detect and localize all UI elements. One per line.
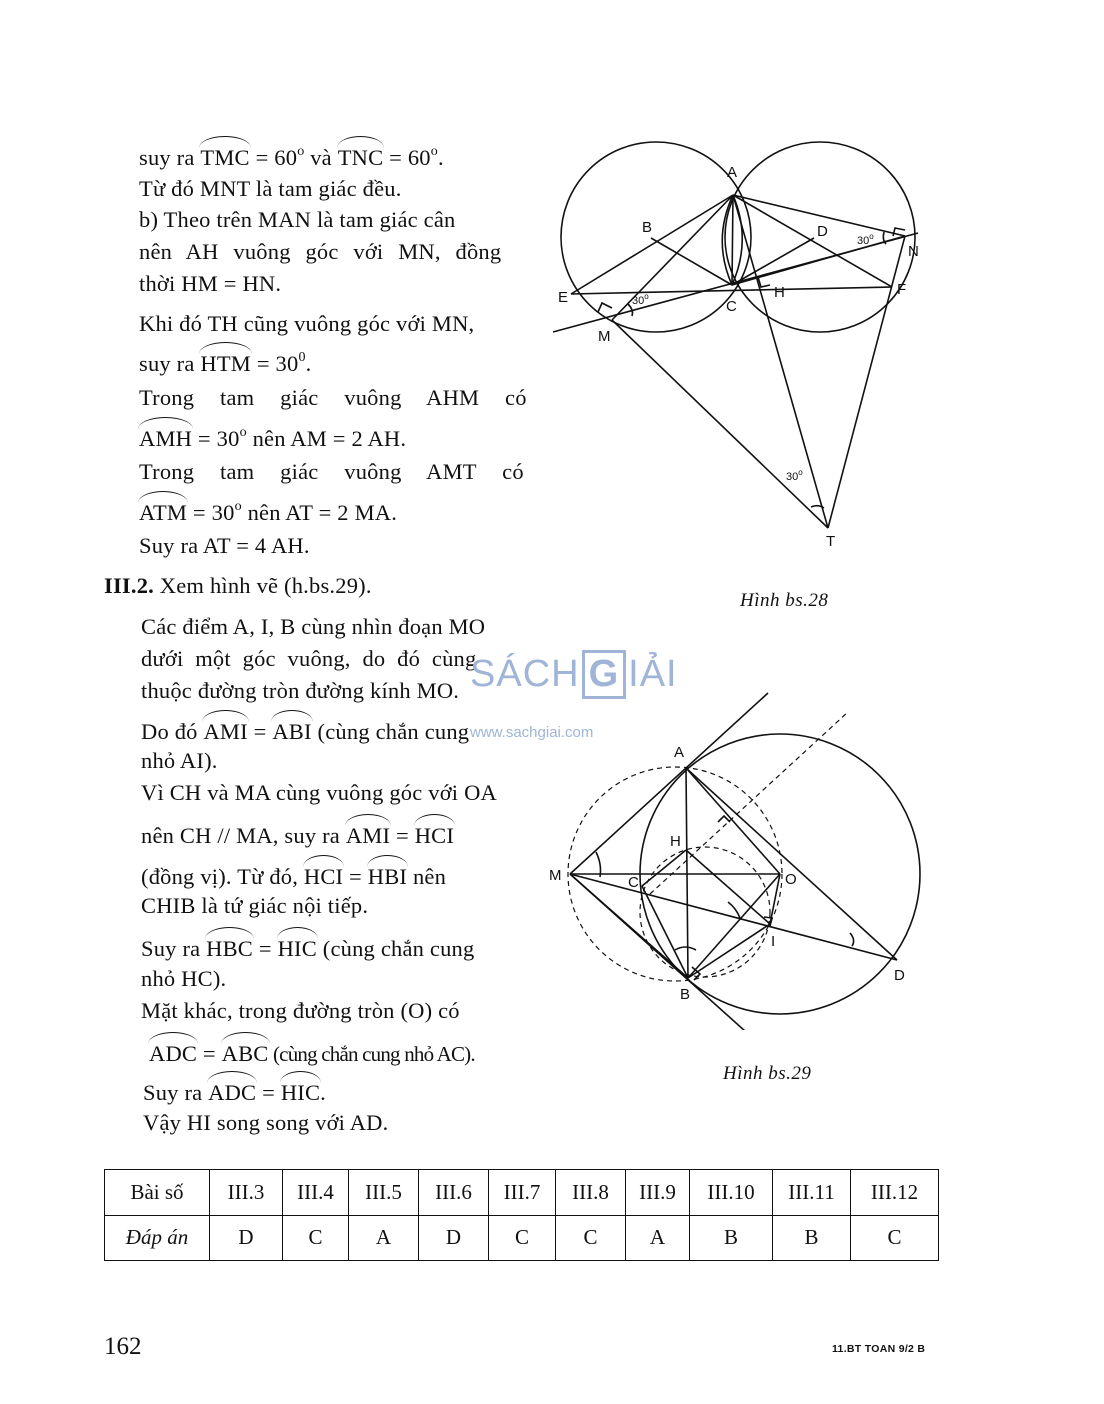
text-line-m10 <box>141 932 474 963</box>
label-A: A <box>727 164 738 181</box>
superscript: o <box>239 425 247 440</box>
text: suy ra <box>139 145 201 170</box>
answer-table <box>104 1169 939 1261</box>
table-cell: C <box>489 1215 556 1261</box>
text-line-12: Suy ra AT = 4 AH. <box>139 533 310 558</box>
segment-AT <box>733 195 828 528</box>
arc-notation: ABC <box>222 1037 269 1068</box>
table-cell: C <box>283 1215 349 1261</box>
text-line-10: Trong tam giác vuông AMT có <box>139 459 524 484</box>
segment-OI <box>770 874 780 924</box>
table-cell: B <box>773 1215 851 1261</box>
superscript: o <box>430 144 438 159</box>
text-line-m6: Vì CH và MA cùng vuông góc với OA <box>141 780 497 805</box>
text: = <box>197 1041 222 1066</box>
segment-AD <box>686 768 897 960</box>
label-T: T <box>826 533 836 550</box>
text: (cùng chắn cung nhỏ AC). <box>268 1042 475 1066</box>
page-number: 162 <box>104 1333 142 1360</box>
text-line-m9: CHIB là tứ giác nội tiếp. <box>141 893 369 918</box>
watermark-brand <box>470 650 678 699</box>
text: = 30 <box>192 426 240 451</box>
text: nên CH // MA, suy ra <box>141 823 346 848</box>
table-cell: III.10 <box>690 1170 773 1216</box>
arc-notation: HCI <box>415 819 454 850</box>
right-angle-mark <box>718 816 730 822</box>
dashed-line <box>650 712 848 894</box>
text: . <box>320 1080 326 1105</box>
label-B: B <box>680 986 691 1003</box>
superscript: 0 <box>298 350 306 365</box>
section-number: III.2. <box>104 573 154 598</box>
label-M: M <box>598 328 611 345</box>
text-line-9 <box>139 422 406 453</box>
angle-arc <box>850 933 854 946</box>
text-line-m3: thuộc đường tròn đường kính MO. <box>141 678 460 703</box>
label-E: E <box>558 289 569 306</box>
segment-BC <box>651 238 732 285</box>
arc-notation: TNC <box>338 141 384 172</box>
text: b) Theo trên MAN là tam giác cân <box>139 207 456 232</box>
text: = <box>256 1080 281 1105</box>
table-cell: III.3 <box>210 1170 283 1216</box>
table-cell: III.8 <box>556 1170 626 1216</box>
text-line-m14 <box>143 1076 326 1107</box>
text-line-m4 <box>141 715 469 746</box>
label-H: H <box>774 284 785 301</box>
table-row-header: Bài số <box>105 1170 210 1216</box>
text-line-5: thời HM = HN. <box>139 271 282 296</box>
text-line-3 <box>139 206 526 234</box>
watermark-text: SÁCH <box>470 653 580 695</box>
text: (cùng chắn cung <box>316 936 475 961</box>
table-cell: A <box>626 1215 690 1261</box>
text-line-7 <box>139 347 311 378</box>
superscript: o <box>234 499 242 514</box>
text: = <box>390 823 415 848</box>
segment-EF <box>571 287 892 294</box>
arc-notation: ATM <box>139 496 187 527</box>
arc-notation: HBI <box>368 860 407 891</box>
text-line-4: nên AH vuông góc với MN, đồng <box>139 239 502 264</box>
angle-label-right: 30$^o$ <box>857 232 874 247</box>
text-line-m2: dưới một góc vuông, do đó cùng <box>141 646 477 671</box>
text-line-m8 <box>141 860 446 891</box>
label-H: H <box>670 833 681 850</box>
right-angle-mark <box>758 277 770 287</box>
table-row-header: Đáp án <box>105 1215 210 1261</box>
arc-notation: ABI <box>272 715 311 746</box>
watermark <box>470 650 678 741</box>
label-C: C <box>628 874 639 891</box>
text: (đồng vị). Từ đó, <box>141 864 304 889</box>
text: . <box>305 351 312 376</box>
arc-notation: ADC <box>149 1037 197 1068</box>
text: = <box>253 936 278 961</box>
arc-notation: AMH <box>139 422 192 453</box>
text: = 30 <box>187 500 235 525</box>
book-code: 11.BT TOAN 9/2 B <box>832 1343 926 1355</box>
label-A: A <box>674 744 685 761</box>
table-cell: D <box>419 1215 489 1261</box>
section-heading <box>104 572 372 600</box>
watermark-box-letter: G <box>582 650 627 699</box>
text: = <box>247 719 273 744</box>
text-line-m11: nhỏ HC). <box>141 966 227 991</box>
angle-label-bottom: 30$^o$ <box>786 468 803 483</box>
angle-arc <box>675 947 696 950</box>
text: Xem hình vẽ (h.bs.29). <box>153 573 372 598</box>
table-cell: D <box>210 1215 283 1261</box>
superscript: o <box>297 144 305 159</box>
label-O: O <box>785 871 797 888</box>
table-cell: III.9 <box>626 1170 690 1216</box>
text-line-m13 <box>149 1037 475 1068</box>
text: và <box>304 145 338 170</box>
text: Suy ra <box>141 936 207 961</box>
text: (cùng chắn cung <box>311 719 470 744</box>
text-line-2: Từ đó MNT là tam giác đều. <box>139 176 402 201</box>
table-cell: C <box>556 1215 626 1261</box>
arc-notation: TMC <box>200 141 249 172</box>
arc-notation: AMI <box>346 819 390 850</box>
label-D: D <box>894 967 905 984</box>
table-cell: III.5 <box>349 1170 419 1216</box>
arc-notation: HBC <box>206 932 253 963</box>
arc-notation: AMI <box>203 715 247 746</box>
figure-caption-bs29: Hình bs.29 <box>723 1063 812 1084</box>
table-cell: III.6 <box>419 1170 489 1216</box>
text: nên AM = 2 AH. <box>246 426 407 451</box>
right-angle-mark <box>598 303 612 312</box>
figure-caption-bs28: Hình bs.28 <box>740 590 829 611</box>
text-line-m5: nhỏ AI). <box>141 748 218 773</box>
text-line-m15: Vậy HI song song với AD. <box>143 1110 389 1135</box>
segment-AC <box>732 195 733 285</box>
angle-label-left: 30$^o$ <box>632 292 649 307</box>
text: Do đó <box>141 719 204 744</box>
text: = <box>343 864 368 889</box>
text-line-8: Trong tam giác vuông AHM có <box>139 385 527 410</box>
text: nên AT = 2 MA. <box>241 500 398 525</box>
text: nên <box>407 864 447 889</box>
label-N: N <box>908 243 919 260</box>
text-line-11 <box>139 496 397 527</box>
arc-notation: HIC <box>278 932 317 963</box>
label-I: I <box>771 933 776 950</box>
segment-NT <box>828 236 905 528</box>
figure-bs28 <box>540 140 920 580</box>
tangent-MA <box>570 693 768 874</box>
table-cell: A <box>349 1215 419 1261</box>
text: = 60 <box>383 145 431 170</box>
segment-MT <box>612 320 828 528</box>
angle-arc <box>811 506 824 508</box>
table-row <box>105 1215 939 1261</box>
label-M: M <box>549 867 562 884</box>
text: suy ra <box>139 351 201 376</box>
figure-bs29 <box>540 690 930 1030</box>
text-line-1 <box>139 141 444 172</box>
table-cell: C <box>851 1215 939 1261</box>
arc-notation: HTM <box>200 347 251 378</box>
table-cell: III.12 <box>851 1170 939 1216</box>
table-cell: III.11 <box>773 1170 851 1216</box>
label-D: D <box>817 223 828 240</box>
text-line-m7 <box>141 819 454 850</box>
text-line-m1: Các điểm A, I, B cùng nhìn đoạn MO <box>141 614 486 639</box>
watermark-text: IẢI <box>628 653 678 695</box>
table-row <box>105 1170 939 1216</box>
table-cell: III.7 <box>489 1170 556 1216</box>
text: . <box>437 145 444 170</box>
text-line-6: Khi đó TH cũng vuông góc với MN, <box>139 311 475 336</box>
arc-notation: HIC <box>281 1076 320 1107</box>
text-line-m12: Mặt khác, trong đường tròn (O) có <box>141 998 460 1023</box>
text: = 30 <box>251 351 299 376</box>
label-C: C <box>726 298 737 315</box>
label-B: B <box>642 219 653 236</box>
text: Suy ra <box>143 1080 209 1105</box>
segment-AO <box>686 768 780 874</box>
text: = 60 <box>249 145 298 170</box>
label-F: F <box>897 281 907 298</box>
segment-DC <box>732 238 814 285</box>
table-cell: III.4 <box>283 1170 349 1216</box>
table-cell: B <box>690 1215 773 1261</box>
segment-HI <box>686 850 770 924</box>
arc-notation: ADC <box>208 1076 256 1107</box>
arc-notation: HCI <box>304 860 343 891</box>
watermark-url: www.sachgiai.com <box>470 724 594 741</box>
